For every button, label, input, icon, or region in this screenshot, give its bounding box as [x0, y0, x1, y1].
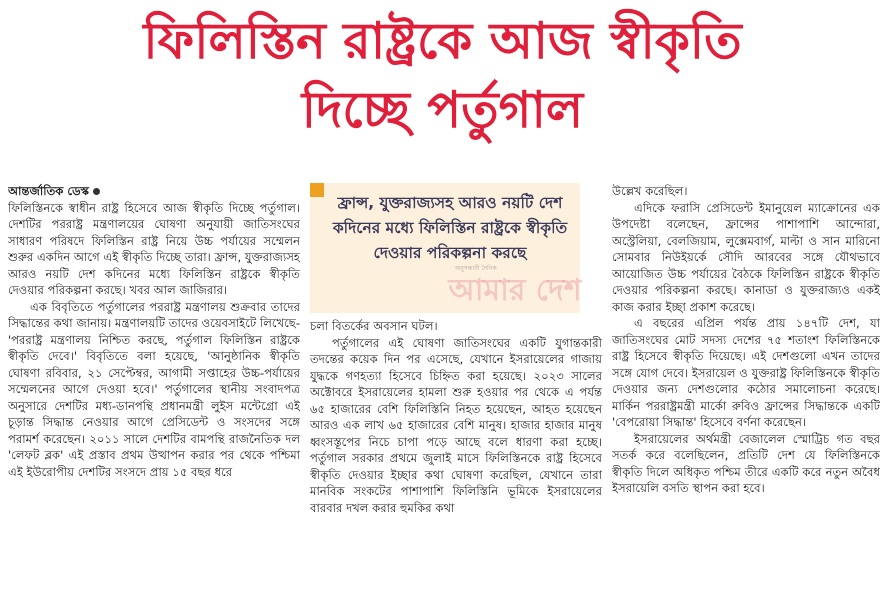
paragraph: এ বছরের এপ্রিল পর্যন্ত প্রায় ১৪৭টি দেশ, যা জাতিসংঘের মোট সদস্য দেশের ৭৫ শতাংশ ফিলিস্তিনকে রাষ্ট্র হিসেবে স্বীকৃতি দিয়েছে। এই দেশগুলো এখন তাদের সঙ্গে যোগ দেবে। ইসরায়েল ও যুক্তরাষ্ট্র ফিলিস্তিনকে স্বীকৃতি দেওয়ার জন্য দেশগুলোর কঠোর সমালোচনা করেছে। মার্কিন পররাষ্ট্রমন্ত্রী মার্কো রুবিও ফ্রান্সের সিদ্ধান্তকে একটি 'বেপরোয়া সিদ্ধান্ত' হিসেবে বর্ণনা করেছেন।	[612, 316, 880, 429]
accent-square-icon	[310, 183, 324, 197]
paragraph: এক বিবৃতিতে পর্তুগালের পররাষ্ট্র মন্ত্রণালয় শুক্রবার তাদের সিদ্ধান্তের কথা জানায়। মন্ত্রণালয়টি তাদের ওয়েবসাইটে লিখেছে- 'পররাষ্ট্র মন্ত্রণালয় নিশ্চিত করছে, পর্তুগাল ফিলিস্তিন রাষ্ট্রকে স্বীকৃতি দেবে।' বিবৃতিতে বলা হয়েছে, 'আনুষ্ঠানিক স্বীকৃতি ঘোষণা রবিবার, ২১ সেপ্টেম্বর, আগামী সপ্তাহের উচ্চ-পর্যায়ের সম্মেলনের আগে দেওয়া হবে।' পর্তুগালের স্থানীয় সংবাদপত্র অনুসারে দেশটির মধ্য-ডানপন্থি প্রধানমন্ত্রী লুইস মন্টেগ্রো এই চূড়ান্ত সিদ্ধান্ত নেওয়ার আগে প্রেসিডেন্ট ও সংসদের সঙ্গে পরামর্শ করেছেন। ২০১১ সালে দেশটির বামপন্থি রাজনৈতিক দল 'লেফট ব্লক' এই প্রস্তাব প্রথম উত্থাপন করার পর থেকে পশ্চিমা এই ইউরোপীয় দেশটির সংসদে প্রায় ১৫ বছর ধরে	[8, 299, 300, 479]
paragraph: ইসরায়েলের অর্থমন্ত্রী বেজালেল স্মোট্রিচ গত বছর সতর্ক করে বলেছিলেন, প্রতিটি দেশ যে ফিলিস্তিনকে স্বীকৃতি দিলে অধিকৃত পশ্চিম তীরে একটি করে নতুন অবৈধ ইসরায়েলি বসতি স্থাপন করা হবে।	[612, 431, 880, 495]
headline	[0, 6, 885, 144]
pull-quote-box	[310, 183, 580, 313]
pull-quote-text: ফ্রান্স, যুক্তরাজ্যসহ আরও নয়টি দেশ কদিনের মধ্যে ফিলিস্তিন রাষ্ট্রকে স্বীকৃতি দেওয়ার পরিকল্পনা করছে	[332, 194, 568, 262]
paragraph: এদিকে ফরাসি প্রেসিডেন্ট ইমানুয়েল ম্যাক্রোনের এক উপদেষ্টা বলেছেন, ফ্রান্সের পাশাপাশি আন্দোরা, অস্ট্রেলিয়া, বেলজিয়াম, লুক্সেমবার্গ, মাল্টা ও সান মারিনো সোমবার নিউইয়র্কে সৌদি আরবের সঙ্গে যৌথভাবে আয়োজিত উচ্চ পর্যায়ের বৈঠকে ফিলিস্তিন রাষ্ট্রকে স্বীকৃতি দেওয়ার পরিকল্পনা করছে। কানাডা ও যুক্তরাজ্যও একই কাজ করার ইচ্ছা প্রকাশ করেছে।	[612, 200, 880, 314]
dateline: আন্তর্জাতিক ডেস্ক	[8, 183, 300, 200]
paragraph: চলা বিতর্কের অবসান ঘটল।	[310, 319, 438, 333]
watermark-tagline: অনুসন্ধানী দৈনিক	[455, 265, 497, 272]
paragraph: পর্তুগালের এই ঘোষণা জাতিসংঘের একটি যুগান্তকারী তদন্তের কয়েক দিন পর এসেছে, যেখানে ইসরায়েলের গাজায় যুদ্ধকে গণহত্যা হিসেবে চিহ্নিত করা হয়েছে। ২০২৩ সালের অক্টোবরে ইসরায়েলের হামলা শুরু হওয়ার পর থেকে এ পর্যন্ত ৬৫ হাজারের বেশি ফিলিস্তিনি নিহত হয়েছেন, আহত হয়েছেন আরও এক লাখ ৬৫ হাজারের বেশি মানুষ। হাজার হাজার মানুষ ধ্বংসস্তূপের নিচে চাপা পড়ে আছে বলে ধারণা করা হচ্ছে। পর্তুগাল সরকার প্রথমে জুলাই মাসে ফিলিস্তিনকে রাষ্ট্র হিসেবে স্বীকৃতি দেওয়ার ইচ্ছার কথা ঘোষণা করেছিল, যেখানে তারা মানবিক সংকটের পাশাপাশি ফিলিস্তিনি ভূমিকে ইসরায়েলের বারবার দখল করার হুমকির কথা	[310, 335, 602, 515]
paragraph: ফিলিস্তিনকে স্বাধীন রাষ্ট্র হিসেবে আজ স্বীকৃতি দিচ্ছে পর্তুগাল। দেশটির পররাষ্ট্র মন্ত্রণালয়ের ঘোষণা অনুযায়ী জাতিসংঘের সাধারণ পরিষদে ফিলিস্তিন রাষ্ট্র নিয়ে উচ্চ পর্যায়ের সম্মেলন শুরুর একদিন আগে এই স্বীকৃতি দিচ্ছে তারা। ফ্রান্স, যুক্তরাজ্যসহ আরও নয়টি দেশ কদিনের মধ্যে ফিলিস্তিন রাষ্ট্রকে স্বীকৃতি দেওয়ার পরিকল্পনা করছে। খবর আল জাজিরার।	[8, 200, 300, 297]
paragraph: উল্লেখ করেছিল।	[612, 184, 688, 198]
bullet-icon	[93, 188, 100, 195]
article-column-3	[612, 183, 880, 591]
headline-line-2: দিচ্ছে পর্তুগাল	[301, 81, 584, 139]
article-column-1	[8, 183, 300, 591]
headline-line-1: ফিলিস্তিন রাষ্ট্রকে আজ স্বীকৃতি	[143, 12, 742, 70]
watermark-logo: আমার দেশ	[448, 273, 582, 308]
article-column-2	[310, 318, 602, 592]
